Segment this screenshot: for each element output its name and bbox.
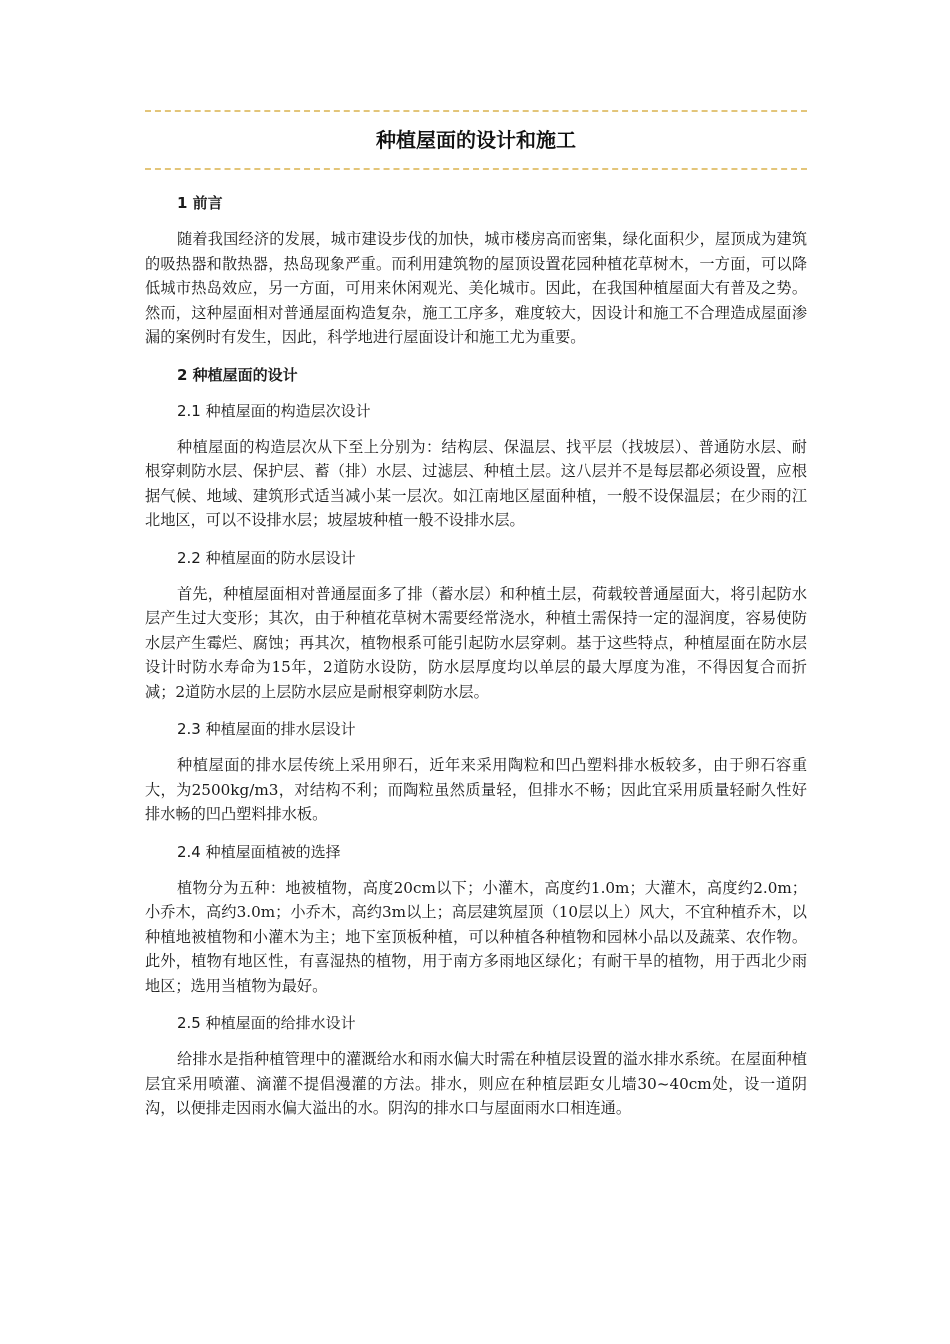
- subsection-heading-layers: 2.1 种植屋面的构造层次设计: [177, 401, 371, 420]
- subsection-heading-drainage: 2.3 种植屋面的排水层设计: [177, 720, 356, 738]
- section-heading-design: 2 种植屋面的设计: [177, 365, 298, 384]
- paragraph-layers: 种植屋面的构造层次从下至上分别为：结构层、保温层、找平层（找坡层）、普通防水层、耐根穿刺防水层、保护层、蓄（排）水层、过滤层、种植土层。这八层并不是每层都必须设置，应根据气候、地域、建筑形式适当减小某一层次。如江南地区屋面种植，一般不设保温层；在少雨的江北地区，可以不设排水层；坡屋坡种植一般不设排水层。: [145, 437, 807, 529]
- document-page: [145, 110, 807, 1121]
- paragraph-vegetation: 植物分为五种：地被植物，高度20cm以下；小灌木，高度约1.0m；大灌木，高度约2.0m；小乔木，高约3.0m；小乔木，高约3m以上；高层建筑屋顶（10层以上）风大，不宜种植乔木，以种植地被植物和小灌木为主；地下室顶板种植，可以种植各种植物和园林小品以及蔬菜、农作物。此外，植物有地区性，有喜湿热的植物，用于南方多雨地区绿化；有耐干旱的植物，用于西北少雨地区；选用当植物为最好。: [145, 878, 807, 995]
- document-body: [145, 192, 807, 1121]
- paragraph-waterproof: 首先，种植屋面相对普通屋面多了排（蓄水层）和种植土层，荷载较普通屋面大，将引起防水层产生过大变形；其次，由于种植花草树木需要经常浇水，种植土需保持一定的湿润度，容易使防水层产生霉烂、腐蚀；再其次，植物根系可能引起防水层穿刺。基于这些特点，种植屋面在防水层设计时防水寿命为15年，2道防水设防，防水层厚度均以单层的最大厚度为准，不得因复合而折减；2道防水层的上层防水层应是耐根穿刺防水层。: [145, 584, 807, 701]
- page-title: 种植屋面的设计和施工: [376, 128, 576, 152]
- paragraph-water-supply: 给排水是指种植管理中的灌溉给水和雨水偏大时需在种植层设置的溢水排水系统。在屋面种植层宜采用喷灌、滴灌不提倡漫灌的方法。排水，则应在种植层距女儿墙30~40cm处，设一道阴沟，以便排走因雨水偏大溢出的水。阴沟的排水口与屋面雨水口相连通。: [145, 1050, 807, 1117]
- paragraph-drainage: 种植屋面的排水层传统上采用卵石，近年来采用陶粒和凹凸塑料排水板较多，由于卵石容重大，为2500kg/m3，对结构不利；而陶粒虽然质量轻，但排水不畅；因此宜采用质量轻耐久性好排水畅的凹凸塑料排水板。: [145, 756, 807, 823]
- subsection-heading-vegetation: 2.4 种植屋面植被的选择: [177, 842, 341, 861]
- subsection-heading-waterproof: 2.2 种植屋面的防水层设计: [177, 548, 356, 567]
- title-divider-bottom: [145, 168, 807, 170]
- section-heading-intro: 1 前言: [177, 194, 223, 212]
- paragraph-intro: 随着我国经济的发展，城市建设步伐的加快，城市楼房高而密集，绿化面积少，屋顶成为建筑的吸热器和散热器，热岛现象严重。而利用建筑物的屋顶设置花园种植花草树木，一方面，可以降低城市热岛效应，另一方面，可用来休闲观光、美化城市。因此，在我国种植屋面大有普及之势。然而，这种屋面相对普通屋面构造复杂，施工工序多，难度较大，因设计和施工不合理造成屋面渗漏的案例时有发生，因此，科学地进行屋面设计和施工尤为重要。: [145, 230, 807, 346]
- subsection-heading-water-supply: 2.5 种植屋面的给排水设计: [177, 1014, 356, 1032]
- title-divider-top: [145, 110, 807, 112]
